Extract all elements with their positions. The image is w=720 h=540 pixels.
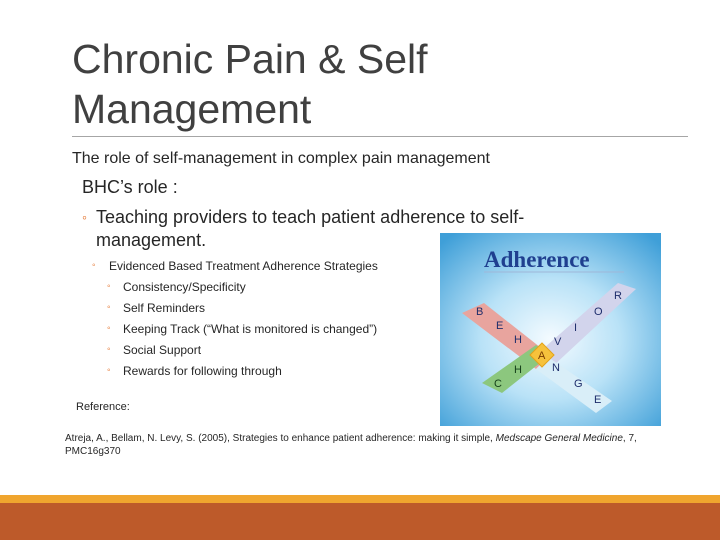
- teaching-text: Teaching providers to teach patient adherence to self-management.: [96, 207, 525, 250]
- letter-r: R: [614, 290, 622, 302]
- letter-c: C: [494, 378, 502, 390]
- list-item: [92, 300, 422, 321]
- letter-h: H: [514, 334, 522, 346]
- letter-g: G: [574, 378, 583, 390]
- letter-i: I: [574, 322, 578, 334]
- reference-label: Reference:: [76, 401, 130, 413]
- citation-tail: , 7, PMC16g370: [65, 433, 637, 457]
- bullet-icon: ◦: [92, 260, 96, 271]
- letter-v: V: [554, 336, 562, 348]
- title-line-2: Management: [72, 86, 312, 132]
- citation: [65, 432, 665, 458]
- strategy-item: Keeping Track (“What is monitored is changed”): [123, 322, 378, 336]
- strategy-item: Social Support: [123, 343, 202, 357]
- strategy-item: Consistency/Specificity: [123, 280, 246, 294]
- role-heading: BHC’s role :: [82, 177, 178, 197]
- strategy-item: Rewards for following through: [123, 364, 282, 378]
- letter-a: A: [538, 350, 546, 362]
- citation-main: Atreja, A., Bellam, N. Levy, S. (2005), Strategies to enhance patient adherence: making it simple,: [65, 433, 496, 444]
- bullet-icon: ◦: [107, 344, 111, 355]
- footer-bar: [0, 503, 720, 540]
- adherence-graphic: [440, 233, 661, 426]
- citation-journal: Medscape General Medicine: [495, 433, 623, 444]
- bullet-icon: ◦: [107, 281, 111, 292]
- slide-title: [72, 34, 632, 134]
- list-item: [92, 321, 422, 342]
- title-divider: [72, 136, 688, 137]
- bullet-icon: ◦: [107, 323, 111, 334]
- list-item: [92, 279, 422, 300]
- letter-h2: H: [514, 364, 522, 376]
- footer-accent-line: [0, 495, 720, 503]
- list-item: [92, 258, 422, 279]
- intro-text: The role of self-management in complex pain management: [72, 150, 490, 167]
- letter-e2: E: [594, 394, 602, 406]
- letter-o: O: [594, 306, 603, 318]
- letter-n: N: [552, 362, 560, 374]
- list-item: [92, 342, 422, 363]
- bullet-icon: ◦: [82, 209, 87, 225]
- letter-e: E: [496, 320, 504, 332]
- strategies-list: [92, 258, 422, 384]
- bullet-icon: ◦: [107, 302, 111, 313]
- list-item: [92, 363, 422, 384]
- graphic-heading: Adherence: [484, 247, 590, 272]
- title-line-1: Chronic Pain & Self: [72, 36, 428, 82]
- letter-b: B: [476, 306, 484, 318]
- strategy-item: Self Reminders: [123, 301, 206, 315]
- bullet-icon: ◦: [107, 365, 111, 376]
- strategies-heading: Evidenced Based Treatment Adherence Strategies: [109, 259, 378, 273]
